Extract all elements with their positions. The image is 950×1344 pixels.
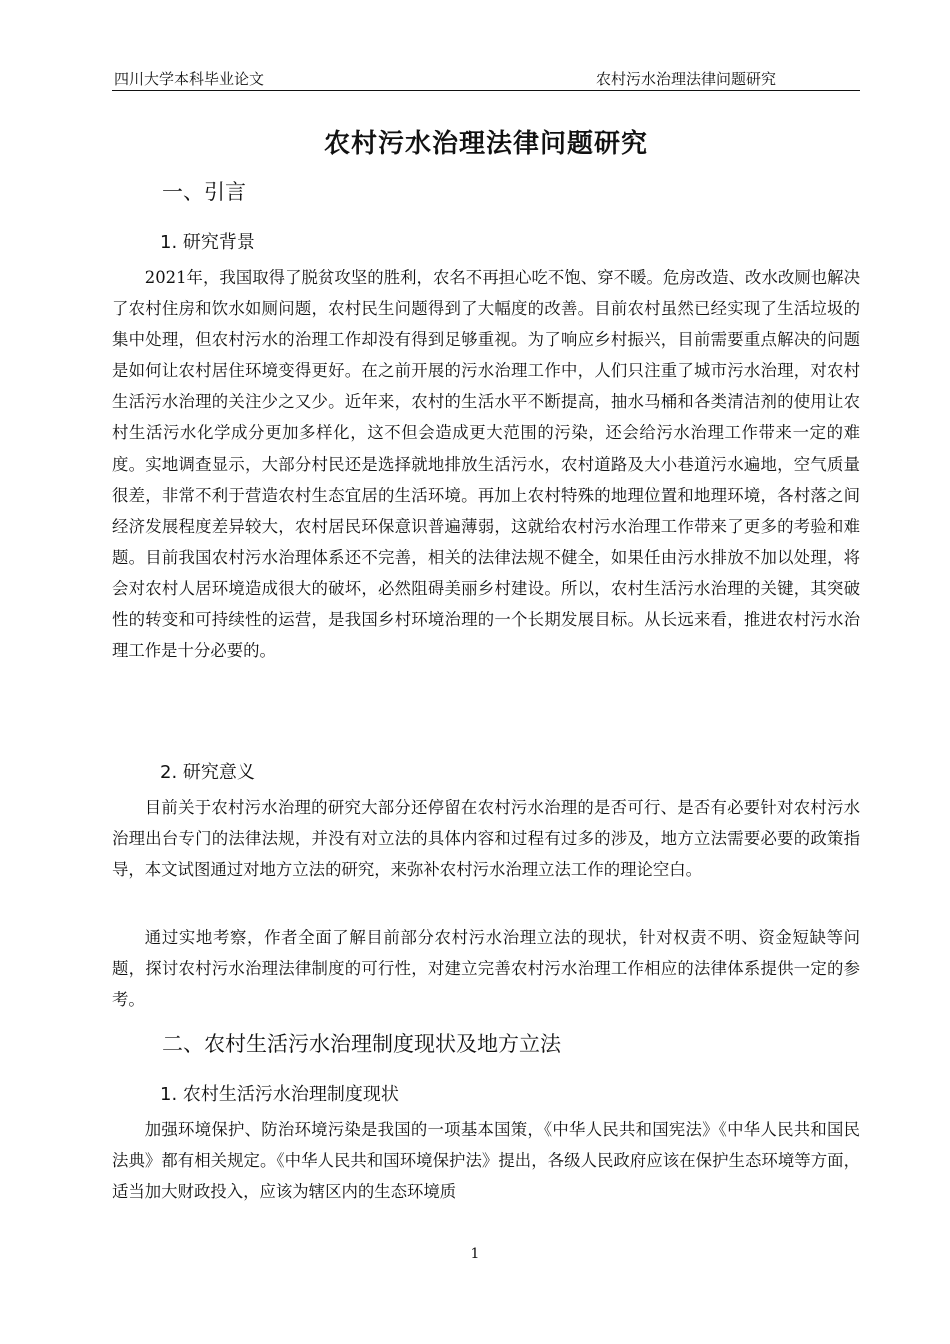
document-title: 农村污水治理法律问题研究 — [323, 129, 648, 159]
page-header — [112, 66, 860, 91]
paragraph-significance-1: 目前关于农村污水治理的研究大部分还停留在农村污水治理的是否可行、是否有必要针对农村污水治理出台专门的法律法规，并没有对立法的具体内容和过程有过多的涉及，地方立法需要必要的政策指导，本文试图通过对地方立法的研究，来弥补农村污水治理立法工作的理论空白。 — [112, 798, 860, 880]
page-number: 1 — [470, 1246, 480, 1262]
section-heading-current-status: 二、农村生活污水治理制度现状及地方立法 — [162, 1032, 561, 1056]
paragraph-system-status: 加强环境保护、防治环境污染是我国的一项基本国策，《中华人民共和国宪法》《中华人民共和国民法典》都有相关规定。《中华人民共和国环境保护法》提出，各级人民政府应该在保护生态环境等方面，适当加大财政投入，应该为辖区内的生态环境质 — [112, 1120, 860, 1202]
subsection-heading-system-status: 1. 农村生活污水治理制度现状 — [160, 1084, 399, 1105]
section-heading-introduction: 一、引言 — [162, 180, 246, 204]
subsection-heading-background: 1. 研究背景 — [160, 232, 255, 253]
subsection-heading-significance: 2. 研究意义 — [160, 762, 255, 783]
paragraph-significance-2: 通过实地考察，作者全面了解目前部分农村污水治理立法的现状，针对权责不明、资金短缺等问题，探讨农村污水治理法律制度的可行性，对建立完善农村污水治理工作相应的法律体系提供一定的参考。 — [112, 928, 860, 1010]
header-thesis-title: 农村污水治理法律问题研究 — [595, 70, 776, 88]
header-university: 四川大学本科毕业论文 — [114, 70, 265, 88]
paragraph-background: 2021年，我国取得了脱贫攻坚的胜利，农名不再担心吃不饱、穿不暖。危房改造、改水改厕也解决了农村住房和饮水如厕问题，农村民生问题得到了大幅度的改善。目前农村虽然已经实现了生活垃圾的集中处理，但农村污水的治理工作却没有得到足够重视。为了响应乡村振兴，目前需要重点解决的问题是如何让农村居住环境变得更好。在之前开展的污水治理工作中，人们只注重了城市污水治理，对农村生活污水治理的关注少之又少。近年来，农村的生活水平不断提高，抽水马桶和各类清洁剂的使用让农村生活污水化学成分更加多样化，这不但会造成更大范围的污染，还会给污水治理工作带来一定的难度。实地调查显示，大部分村民还是选择就地排放生活污水，农村道路及大小巷道污水遍地，空气质量很差，非常不利于营造农村生态宜居的生活环境。再加上农村特殊的地理位置和地理环境，各村落之间经济发展程度差异较大，农村居民环保意识普遍薄弱，这就给农村污水治理工作带来了更多的考验和难题。目前我国农村污水治理体系还不完善，相关的法律法规不健全，如果任由污水排放不加以处理，将会对农村人居环境造成很大的破坏，必然阻碍美丽乡村建设。所以，农村生活污水治理的关键，其突破性的转变和可持续性的运营，是我国乡村环境治理的一个长期发展目标。从长远来看，推进农村污水治理工作是十分必要的。 — [112, 268, 860, 661]
